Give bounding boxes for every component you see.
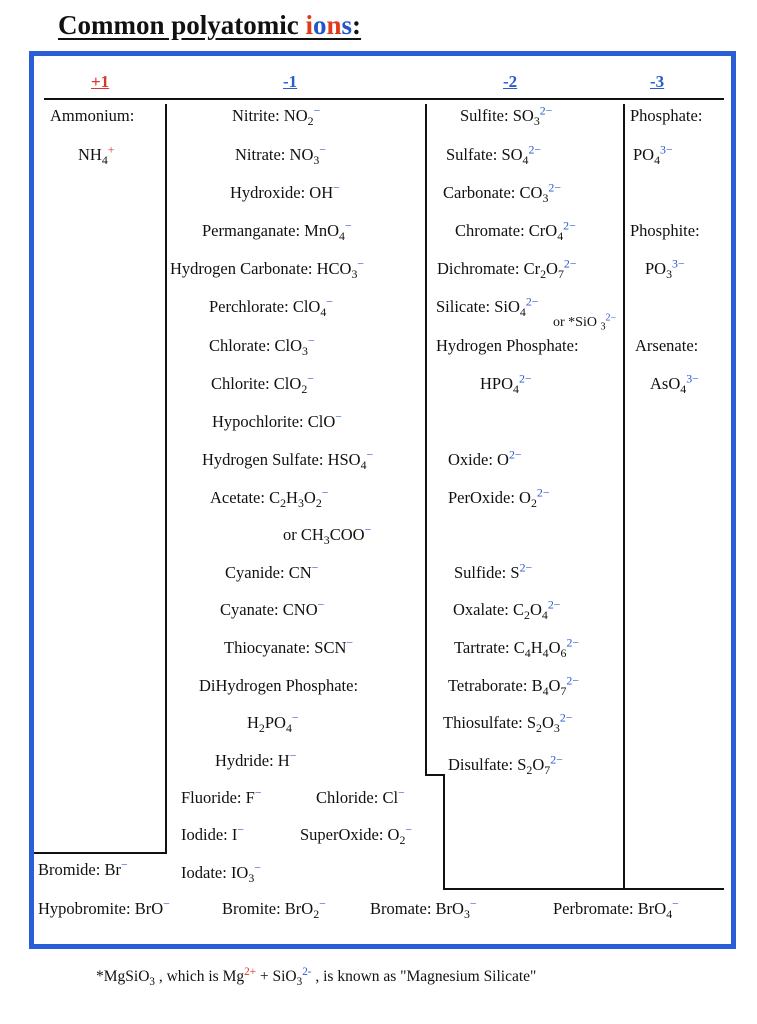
ion-entry-minus2 — [460, 103, 553, 129]
divider-bottom-right — [443, 888, 724, 890]
ion-formula: $H_2PO_4^-$ — [247, 710, 299, 736]
ion-name: Iodide: — [181, 825, 232, 844]
ion-entry-bromine — [38, 857, 128, 880]
header-minus1: -1 — [283, 72, 298, 91]
ion-formula: ClO$_2$− — [273, 371, 314, 397]
ion-formula: $O_2^-$ — [387, 822, 413, 848]
ion-entry-bromine — [38, 896, 170, 919]
ion-formula: I− — [231, 822, 245, 844]
ion-formula: CrO$_4^{2-}$ — [528, 218, 576, 244]
header-rule — [44, 98, 724, 100]
ion-formula: BrO$_4$− — [637, 896, 679, 922]
ion-name: Bromate: — [370, 899, 436, 918]
header-minus2: -2 — [503, 72, 518, 91]
divider-minus1-lower — [443, 774, 445, 890]
ion-formula: $S_2O_3^{2-}$ — [526, 710, 573, 736]
ion-entry-minus3 — [630, 106, 702, 126]
page-title: Common polyatomic ions: — [58, 10, 362, 40]
ion-entry-minus2 — [553, 312, 617, 333]
ion-formula: ClO− — [307, 409, 342, 431]
ion-formula: $PO_3^{3-}$ — [645, 256, 685, 282]
ion-formula: AsO$_4^{3-}$ — [650, 371, 699, 397]
ion-entry-minus1 — [225, 560, 319, 583]
ion-name: Nitrate: — [235, 145, 290, 164]
ion-name: Arsenate: — [635, 336, 699, 355]
ion-formula: OH− — [309, 180, 340, 202]
ion-formula: H− — [277, 748, 297, 770]
ion-formula: $PO_4^{3-}$ — [633, 142, 673, 168]
ion-formula: BrO$_3$− — [435, 896, 477, 922]
ion-formula: BrO$_2$− — [284, 896, 326, 922]
ion-name: Oxide: — [448, 450, 498, 469]
ion-entry-minus1 — [199, 676, 358, 696]
ion-entry-minus2 — [448, 673, 580, 699]
ammonium-name: Ammonium: — [50, 106, 135, 125]
ion-entry-minus2 — [448, 485, 550, 511]
ion-formula: F− — [245, 785, 262, 807]
ion-entry-minus2 — [448, 447, 522, 470]
header-minus3: -3 — [650, 72, 665, 91]
ion-formula: CNO− — [282, 597, 325, 619]
ion-formula: $C_2H_3O_2^-$ — [269, 485, 329, 511]
ion-name: Hypochlorite: — [212, 412, 308, 431]
ion-entry-minus1 — [215, 748, 297, 771]
ion-formula: $HPO_4^{2-}$ — [480, 371, 532, 397]
ion-entry-minus1 — [181, 822, 245, 845]
ion-entry-minus3 — [650, 371, 699, 397]
ion-name: Carbonate: — [443, 183, 520, 202]
ion-name: Hydride: — [215, 751, 278, 770]
header-plus1: +1 — [91, 72, 110, 91]
divider-plus1-bottom — [34, 852, 167, 854]
ion-name: Hydrogen Carbonate: — [170, 259, 317, 278]
ion-entry-minus2 — [446, 142, 542, 168]
ion-name: Iodate: — [181, 863, 231, 882]
ion-formula: $C_4H_4O_6^{2-}$ — [513, 635, 580, 661]
ion-table-frame — [29, 51, 736, 949]
ion-entry-minus1 — [202, 447, 374, 473]
ion-name: Nitrite: — [232, 106, 284, 125]
ion-name: Thiocyanate: — [224, 638, 315, 657]
ion-entry-minus2 — [455, 218, 576, 244]
ion-entry-minus3 — [635, 336, 698, 356]
divider-minus1-upper — [425, 104, 427, 776]
ion-name: Sulfate: — [446, 145, 502, 164]
ion-name: Bromide: — [38, 860, 105, 879]
ion-entry-minus1 — [170, 256, 365, 282]
ion-name: Cyanide: — [225, 563, 289, 582]
ion-formula: $O_2^{2-}$ — [519, 485, 550, 511]
ion-name: Chlorite: — [211, 374, 274, 393]
ion-name: or *SiO — [553, 315, 601, 330]
ion-name: Acetate: — [210, 488, 270, 507]
ion-formula: $SO_4^{2-}$ — [501, 142, 542, 168]
ion-entry-minus1 — [232, 103, 321, 129]
ion-formula: $CO_3^{2-}$ — [519, 180, 562, 206]
ion-name: Silicate: — [436, 297, 495, 316]
ion-formula: BrO− — [134, 896, 170, 918]
ion-name: Phosphite: — [630, 221, 700, 240]
ion-entry-minus1 — [235, 142, 327, 168]
ion-name: Perbromate: — [553, 899, 638, 918]
ion-formula: ClO$_3$− — [274, 333, 315, 359]
ion-entry-minus3 — [630, 221, 700, 241]
ion-name: Cyanate: — [220, 600, 283, 619]
ion-name: Perchlorate: — [209, 297, 293, 316]
ion-entry-minus1 — [181, 860, 261, 886]
ion-entry-minus2 — [480, 371, 532, 397]
ion-name: Sulfite: — [460, 106, 513, 125]
ion-name: Oxalate: — [453, 600, 514, 619]
ion-entry-minus2 — [454, 635, 580, 661]
ion-formula: $S^{2-}$ — [510, 560, 533, 582]
ammonium-formula: $NH_4^+$ — [78, 142, 115, 168]
ion-entry-minus1 — [210, 485, 329, 511]
ion-name: Hypobromite: — [38, 899, 135, 918]
ion-name: Phosphate: — [630, 106, 703, 125]
ion-entry-minus1 — [209, 294, 333, 320]
ion-name: Thiosulfate: — [443, 713, 527, 732]
ion-entry-minus1 — [220, 597, 325, 620]
ion-entry-minus1 — [209, 333, 315, 359]
ion-formula: $HSO_4^-$ — [327, 447, 374, 473]
ion-formula: $_3^{2-}$ — [600, 312, 617, 333]
footnote: *MgSiO$_3$ , which is $Mg^{2+} + SiO_3^{2-}$ , is known as "Magnesium Silicate" — [96, 965, 537, 988]
ion-formula: $CH_3COO^-$ — [300, 522, 372, 548]
ion-formula: SiO$_4^{2-}$ — [494, 294, 539, 320]
ion-entry-minus1 — [224, 635, 354, 658]
ion-entry-minus1 — [212, 409, 342, 432]
ion-name: Dichromate: — [437, 259, 524, 278]
ion-formula: $Cr_2O_7^{2-}$ — [523, 256, 577, 282]
ion-entry-minus2 — [437, 256, 577, 282]
ion-entry-minus1 — [211, 371, 314, 397]
ion-formula: MnO$_4$− — [304, 218, 352, 244]
ion-entry-minus1 — [247, 710, 299, 736]
ion-name: DiHydrogen Phosphate: — [199, 676, 359, 695]
ion-entry-minus1 — [283, 522, 372, 548]
ion-name: Fluoride: — [181, 788, 246, 807]
ion-name: Permanganate: — [202, 221, 305, 240]
ion-name: Bromite: — [222, 899, 285, 918]
divider-minus1-step — [425, 774, 445, 776]
divider-plus1 — [165, 104, 167, 854]
ion-name: Chlorate: — [209, 336, 275, 355]
ion-entry-minus1 — [181, 785, 262, 808]
ion-formula: $C_2O_4^{2-}$ — [513, 597, 561, 623]
ion-name: Tartrate: — [454, 638, 514, 657]
ion-entry-minus3 — [645, 256, 685, 282]
ion-name: Disulfate: — [448, 755, 518, 774]
ion-formula: Br− — [104, 857, 128, 879]
ion-formula: SCN− — [314, 635, 354, 657]
ion-entry-minus1 — [300, 822, 413, 848]
ion-name: Tetraborate: — [448, 676, 532, 695]
ion-entry-minus3 — [633, 142, 673, 168]
ion-entry-minus2 — [448, 752, 563, 778]
ion-name: SuperOxide: — [300, 825, 388, 844]
divider-minus3 — [623, 104, 625, 888]
ion-entry-bromine — [370, 896, 477, 922]
ion-entry-minus2 — [443, 710, 573, 736]
ion-formula: $NO_3^-$ — [289, 142, 327, 168]
ion-name: Hydrogen Phosphate: — [436, 336, 579, 355]
ion-name: Chromate: — [455, 221, 529, 240]
ion-formula: $O^{2-}$ — [497, 447, 522, 469]
ion-entry-bromine — [553, 896, 679, 922]
ion-entry-minus2 — [436, 336, 579, 356]
ion-formula: ClO$_4$− — [292, 294, 333, 320]
ion-formula: $SO_3^{2-}$ — [512, 103, 553, 129]
ion-formula: $B_4O_7^{2-}$ — [531, 673, 580, 699]
ion-entry-minus1 — [230, 180, 340, 203]
ion-name: Sulfide: — [454, 563, 511, 582]
ion-formula: CN− — [288, 560, 319, 582]
ion-formula: $IO_3^-$ — [230, 860, 261, 886]
ion-entry-minus2 — [453, 597, 561, 623]
ion-entry-bromine — [222, 896, 326, 922]
ion-formula: Cl− — [382, 785, 405, 807]
ion-formula: $S_2O_7^{2-}$ — [517, 752, 563, 778]
ion-name: PerOxide: — [448, 488, 520, 507]
ion-formula: $HCO_3^-$ — [316, 256, 365, 282]
ion-name: Hydrogen Sulfate: — [202, 450, 328, 469]
ion-entry-minus2 — [443, 180, 562, 206]
ion-formula: $NO_2^-$ — [283, 103, 321, 129]
ion-name: Hydroxide: — [230, 183, 310, 202]
ion-name: or — [283, 525, 301, 544]
ion-entry-minus1 — [316, 785, 405, 808]
ion-name: Chloride: — [316, 788, 383, 807]
ion-entry-minus2 — [454, 560, 533, 583]
ion-entry-minus2 — [436, 294, 539, 320]
ion-entry-minus1 — [202, 218, 352, 244]
